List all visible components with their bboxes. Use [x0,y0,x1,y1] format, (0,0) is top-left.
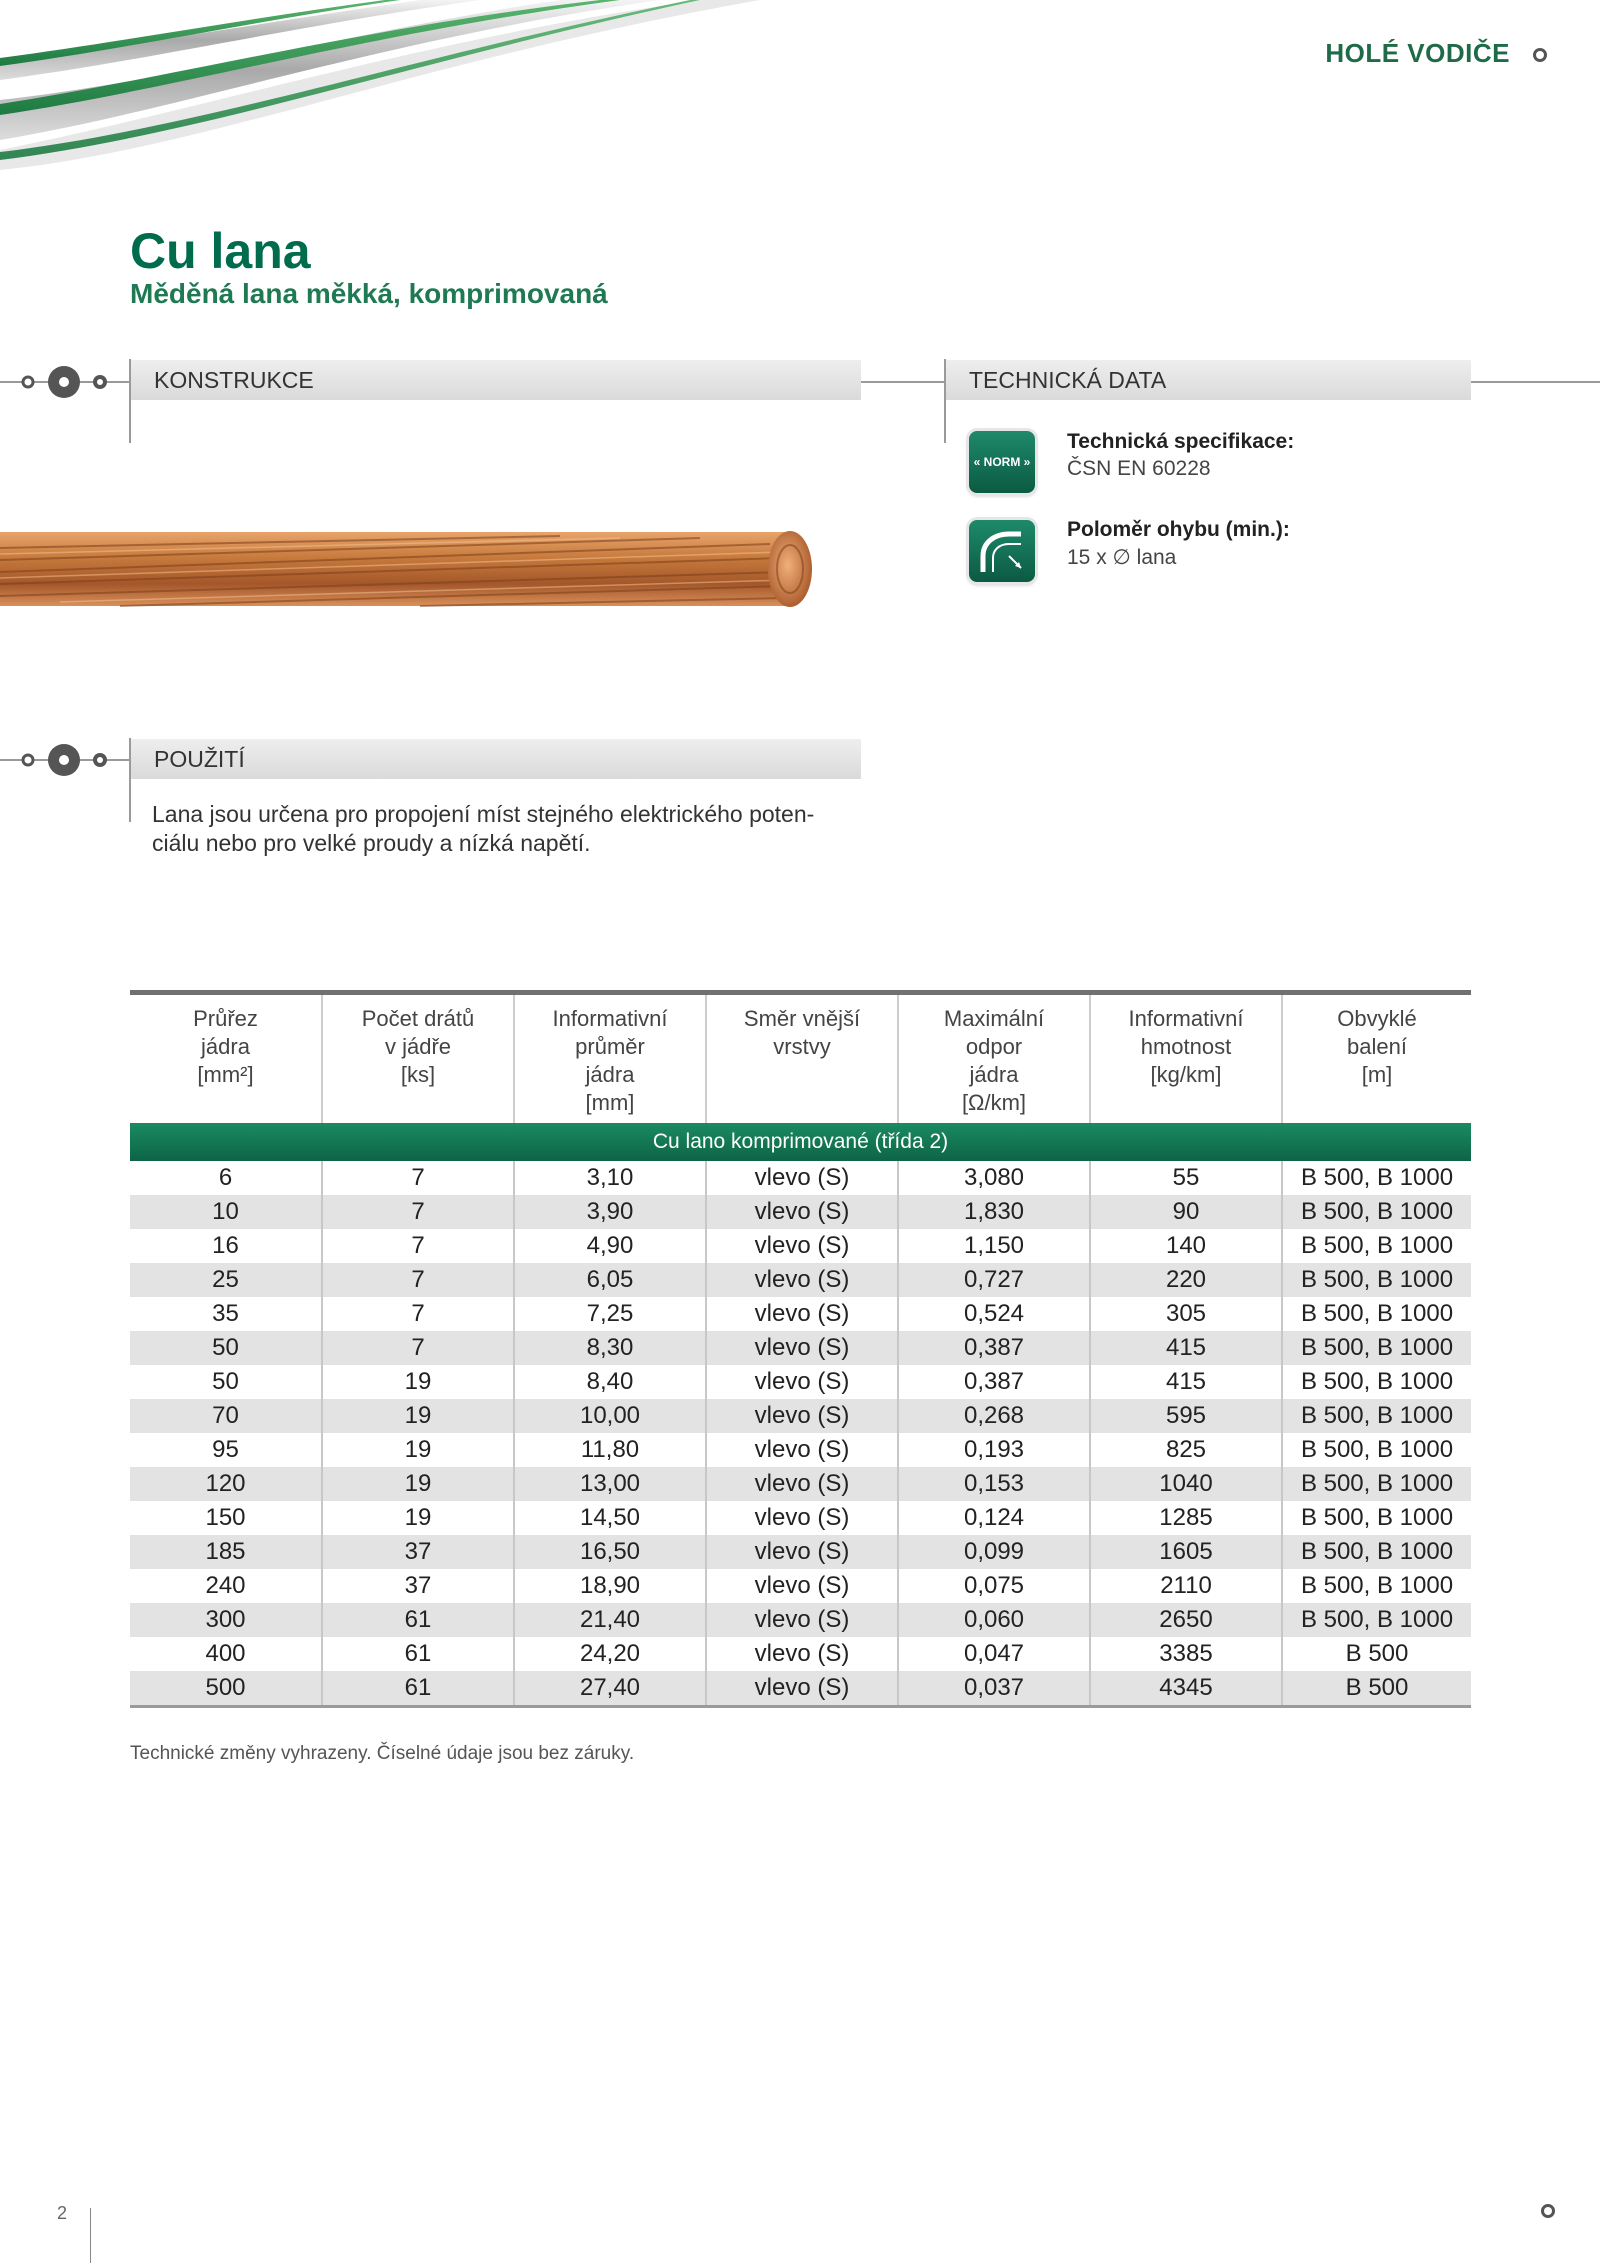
table-cell: 415 [1090,1365,1282,1399]
table-cell: 18,90 [514,1569,706,1603]
bend-radius-icon [969,520,1035,582]
table-cell: 0,099 [898,1535,1090,1569]
table-cell: 300 [130,1603,322,1637]
table-cell: 305 [1090,1297,1282,1331]
table-cell: 0,268 [898,1399,1090,1433]
table-row [130,1535,1471,1569]
page-title: Cu lana [130,223,311,279]
column-header-line: odpor [965,1034,1023,1059]
table-cell: B 500, B 1000 [1282,1433,1471,1467]
table-cell: vlevo (S) [706,1331,898,1365]
table-cell: 4345 [1090,1671,1282,1707]
section-header-title: HOLÉ VODIČE [1325,38,1510,68]
table-cell: vlevo (S) [706,1161,898,1195]
table-cell: vlevo (S) [706,1671,898,1707]
table-cell: 7 [322,1331,514,1365]
column-header-line: [kg/km] [1150,1062,1222,1087]
table-row [130,1399,1471,1433]
table-cell: 19 [322,1467,514,1501]
table-cell: 61 [322,1671,514,1707]
table-cell: B 500, B 1000 [1282,1569,1471,1603]
header-cable-graphic [0,0,760,180]
column-header-line: vrstvy [773,1034,831,1059]
table-cell: 1285 [1090,1501,1282,1535]
table-cell: 16 [212,1232,239,1259]
table-cell: B 500, B 1000 [1282,1365,1471,1399]
ring-bullet-icon [1532,47,1548,63]
table-cell: 7,25 [514,1297,706,1331]
cable-bullet-icon [18,740,118,780]
table-cell: 1,830 [898,1195,1090,1229]
column-header [322,993,514,1124]
table-cell: B 500, B 1000 [1282,1331,1471,1365]
tech-spec-value: ČSN EN 60228 [1067,457,1211,480]
table-cell: 14,50 [514,1501,706,1535]
table-cell: 6,05 [514,1263,706,1297]
table-cell: 24,20 [514,1637,706,1671]
column-header-line: Průřez [193,1006,258,1031]
table-cell: vlevo (S) [706,1297,898,1331]
table-cell: 140 [1090,1229,1282,1263]
table-cell: vlevo (S) [706,1637,898,1671]
table-row [130,1195,1471,1229]
table-cell: 19 [322,1365,514,1399]
table-row [130,1229,1471,1263]
table-cell: B 500, B 1000 [1282,1263,1471,1297]
table-cell: 3,90 [514,1195,706,1229]
column-header-line: Obvyklé [1337,1006,1417,1031]
column-header-line: Informativní [552,1006,668,1031]
table-cell: vlevo (S) [706,1603,898,1637]
table-cell: vlevo (S) [706,1433,898,1467]
table-cell: 27,40 [514,1671,706,1707]
table-cell: 0,524 [898,1297,1090,1331]
column-header [706,993,898,1124]
table-cell: 25 [130,1263,322,1297]
table-cell: B 500, B 1000 [1282,1535,1471,1569]
table-cell: 150 [205,1504,246,1531]
table-row [130,1297,1471,1331]
ring-bullet-icon [1540,2203,1556,2219]
page-subtitle: Měděná lana měkká, komprimovaná [130,278,608,309]
table-row [130,1365,1471,1399]
column-header-line: [mm²] [197,1062,254,1087]
bend-radius-glyph [969,520,1035,582]
table-cell: 70 [130,1399,322,1433]
table-cell: 7 [322,1195,514,1229]
table-cell: 220 [1090,1263,1282,1297]
table-row [130,1467,1471,1501]
table-cell: 4,90 [514,1229,706,1263]
table-row [130,1603,1471,1637]
table-cell: 8,40 [514,1365,706,1399]
table-cell: 6 [218,1164,233,1191]
table-cell: 2650 [1090,1603,1282,1637]
cable-data-table [130,990,1471,1708]
table-row [130,1671,1471,1707]
bend-radius-label: Poloměr ohybu (min.): [1067,518,1290,541]
table-cell: 8,30 [514,1331,706,1365]
table-cell: 120 [130,1467,322,1501]
table-cell: 0,060 [898,1603,1090,1637]
table-cell: 7 [322,1161,514,1195]
table-row [130,1263,1471,1297]
table-cell: 19 [322,1399,514,1433]
table-cell: 19 [322,1501,514,1535]
column-header-line: hmotnost [1140,1034,1232,1059]
table-cell: vlevo (S) [706,1399,898,1433]
table-cell: 11,80 [514,1433,706,1467]
table-cell: 0,153 [898,1467,1090,1501]
table-cell: vlevo (S) [706,1467,898,1501]
table-cell: 3,10 [514,1161,706,1195]
column-header [898,993,1090,1124]
section-connector-line [1471,381,1600,383]
column-header-line: [Ω/km] [961,1090,1027,1115]
footnote: Technické změny vyhrazeny. Číselné údaje jsou bez záruky. [130,1743,635,1764]
footer-vertical-line [90,2208,91,2263]
copper-cable-image [0,518,820,620]
table-cell: 185 [130,1535,322,1569]
page-number: 2 [57,2203,68,2223]
column-header-line: balení [1347,1034,1407,1059]
table-cell: 61 [322,1603,514,1637]
table-cell: 595 [1090,1399,1282,1433]
table-cell: 0,124 [898,1501,1090,1535]
column-header-line: průměr [575,1034,645,1059]
table-cell: B 500, B 1000 [1282,1195,1471,1229]
table-cell: vlevo (S) [706,1569,898,1603]
table-cell: 0,047 [898,1637,1090,1671]
table-row [130,1501,1471,1535]
column-header-line: Informativní [1128,1006,1244,1031]
table-cell: B 500 [1282,1671,1471,1707]
table-cell: 0,037 [898,1671,1090,1707]
column-header-line: Počet drátů [361,1006,475,1031]
table-cell: 50 [130,1331,322,1365]
usage-text-line: Lana jsou určena pro propojení míst stejného elektrického poten- [152,801,815,827]
table-cell: 19 [322,1433,514,1467]
column-header-line: v jádře [384,1034,452,1059]
table-cell: 0,727 [898,1263,1090,1297]
table-cell: 2110 [1090,1569,1282,1603]
table-cell: 21,40 [514,1603,706,1637]
table-cell: 0,387 [898,1365,1090,1399]
section-connector-line [861,381,945,383]
column-header-line: jádra [585,1062,635,1087]
table-cell: 13,00 [514,1467,706,1501]
column-header-line: [mm] [585,1090,635,1115]
table-cell: vlevo (S) [706,1365,898,1399]
table-cell: 95 [212,1436,239,1463]
norm-icon-text: « NORM » [973,455,1031,469]
table-cell: 1040 [1090,1467,1282,1501]
table-cell: B 500, B 1000 [1282,1501,1471,1535]
column-header [514,993,706,1124]
table-cell: 50 [212,1368,239,1395]
table-cell: B 500, B 1000 [1282,1161,1471,1195]
column-header [1090,993,1282,1124]
table-cell: vlevo (S) [706,1263,898,1297]
column-header-line: Směr vnější [743,1006,861,1031]
column-header-line: Maximální [943,1006,1045,1031]
table-cell: B 500, B 1000 [1282,1297,1471,1331]
tech-spec-label: Technická specifikace: [1067,430,1295,453]
table-cell: 16,50 [514,1535,706,1569]
table-cell: 3,080 [898,1161,1090,1195]
table-cell: vlevo (S) [706,1229,898,1263]
table-cell: 0,193 [898,1433,1090,1467]
table-cell: 90 [1090,1195,1282,1229]
table-row [130,1331,1471,1365]
table-cell: 500 [130,1671,322,1707]
column-header [130,993,322,1124]
table-cell: 7 [322,1229,514,1263]
usage-heading: POUŽITÍ [131,739,861,779]
table-row [130,1637,1471,1671]
table-cell: 1,150 [898,1229,1090,1263]
table-cell: 0,387 [898,1331,1090,1365]
table-cell: 61 [322,1637,514,1671]
usage-text [152,800,872,858]
table-cell: 825 [1090,1433,1282,1467]
table-cell: 7 [322,1297,514,1331]
table-cell: B 500 [1282,1637,1471,1671]
table-cell: 35 [212,1300,239,1327]
column-header-line: jádra [969,1062,1019,1087]
table-row [130,1433,1471,1467]
table-group-row [130,1123,1471,1161]
table-cell: 10,00 [514,1399,706,1433]
table-cell: 55 [1090,1161,1282,1195]
table-cell: 415 [1090,1331,1282,1365]
table-header-row [130,993,1471,1124]
technical-data-heading: TECHNICKÁ DATA [946,360,1471,400]
table-cell: vlevo (S) [706,1501,898,1535]
table-cell: 10 [130,1195,322,1229]
table-cell: 240 [205,1572,246,1599]
table-cell: 3385 [1090,1637,1282,1671]
column-header-line: [m] [1361,1062,1393,1087]
usage-text-line: ciálu nebo pro velké proudy a nízká napětí. [152,830,591,856]
table-cell: 400 [205,1640,246,1667]
column-header [1282,993,1471,1124]
group-label: Cu lano komprimované (třída 2) [130,1123,1471,1161]
table-row [130,1569,1471,1603]
table-cell: B 500, B 1000 [1282,1467,1471,1501]
column-header-line: [ks] [400,1062,436,1087]
table-cell: 1605 [1090,1535,1282,1569]
table-cell: 37 [322,1569,514,1603]
construction-heading: KONSTRUKCE [131,360,861,400]
table-cell: B 500, B 1000 [1282,1603,1471,1637]
norm-icon [969,431,1035,493]
table-cell: B 500, B 1000 [1282,1229,1471,1263]
table-cell: 7 [322,1263,514,1297]
bend-radius-value: 15 x ∅ lana [1067,546,1177,569]
column-header-line: jádra [201,1034,250,1059]
table-row [130,1161,1471,1195]
table-body [130,1123,1471,1707]
table-cell: B 500, B 1000 [1282,1399,1471,1433]
cable-bullet-icon [18,362,118,402]
table-cell: 0,075 [898,1569,1090,1603]
table-cell: 37 [322,1535,514,1569]
table-cell: vlevo (S) [706,1535,898,1569]
table-cell: vlevo (S) [706,1195,898,1229]
